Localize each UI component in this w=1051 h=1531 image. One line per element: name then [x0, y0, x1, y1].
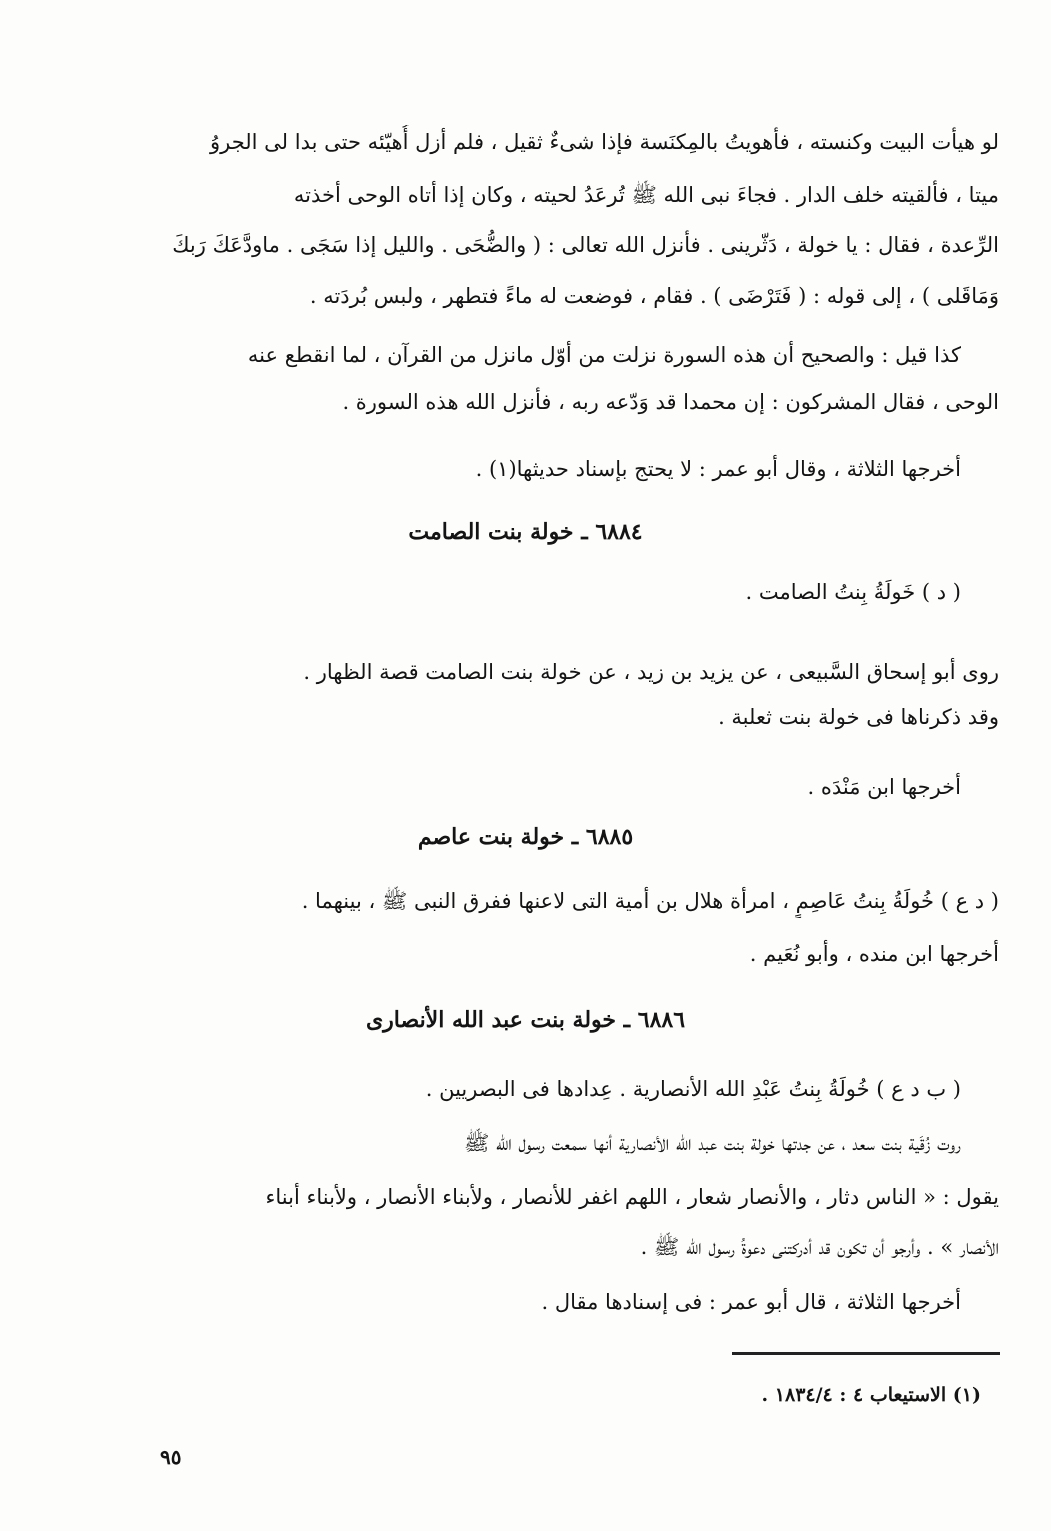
page-number: ٩٥: [160, 1445, 182, 1469]
attribution-line: أخرجها ابن منده ، وأبو نُعَيم .: [749, 942, 999, 966]
footnote: (١) الاستيعاب ٤ : ١٨٣٤/٤ .: [761, 1384, 981, 1406]
entry-name-line: ( د ) خَولَةُ بِنتُ الصامت .: [745, 580, 961, 604]
text-line: الأنصار » . وأرجو أن تكون قد أدركتنى دعوةُ رسول الله ﷺ .: [640, 1235, 999, 1259]
text-line: ميتا ، فألقيته خلف الدار . فجاءَ نبى الله ﷺ تُرعَدُ لحيته ، وكان إذا أتاه الوحى أخذته: [293, 183, 999, 207]
attribution-line: أخرجها الثلاثة ، قال أبو عمر : فى إسنادها مقال .: [541, 1290, 961, 1314]
entry-name-line: ( د ع ) خُولَةُ بِنتُ عَاصِمٍ ، امرأة هلال بن أمية التى لاعنها ففرق النبى ﷺ ، بينهما .: [301, 889, 999, 913]
text-line: وقد ذكرناها فى خولة بنت ثعلبة .: [718, 705, 999, 729]
entry-heading: ٦٨٨٤ ـ خولة بنت الصامت: [408, 519, 643, 545]
entry-heading: ٦٨٨٥ ـ خولة بنت عاصم: [417, 824, 634, 850]
text-line: روى أبو إسحاق السَّبيعى ، عن يزيد بن زيد ، عن خولة بنت الصامت قصة الظهار .: [303, 660, 999, 684]
attribution-line: أخرجها ابن مَنْدَه .: [807, 775, 961, 799]
text-line: كذا قيل : والصحيح أن هذه السورة نزلت من أوّل مانزل من القرآن ، لما انقطع عنه: [247, 343, 961, 367]
text-line: لو هيأت البيت وكنسته ، فأهويتُ بالمِكنَسة فإذا شىءٌ ثقيل ، فلم أزل أُهيّئه حتى بدا لى الجروُ: [209, 130, 999, 154]
footnote-separator: [732, 1352, 1000, 1355]
entry-name-line: ( ب د ع ) خُولَةُ بِنتُ عَبْدِ الله الأنصارية . عِدادها فى البصريين .: [425, 1077, 961, 1101]
text-line: يقول : « الناس دثار ، والأنصار شعار ، اللهم اغفر للأنصار ، ولأبناء الأنصار ، ولأبناء أبناء: [265, 1185, 999, 1209]
attribution-line: أخرجها الثلاثة ، وقال أبو عمر : لا يحتج بإسناد حديثها(١) .: [475, 457, 961, 481]
text-line: الرِّعدة ، فقال : يا خولة ، دَثّرينى . فأنزل الله تعالى : ( والضُّحَى . والليل إذا سَجَى . ماودَّعَكَ رَبكَ: [172, 233, 999, 257]
text-line: الوحى ، فقال المشركون : إن محمدا قد وَدّعه ربه ، فأنزل الله هذه السورة .: [342, 390, 999, 414]
entry-heading: ٦٨٨٦ ـ خولة بنت عبد الله الأنصارى: [365, 1007, 686, 1033]
text-line: روت زُقَية بنت سعد ، عن جدتها خولة بنت عبد الله الأنصارية أنها سمعت رسول الله ﷺ: [463, 1131, 961, 1155]
text-line: وَمَاقَلى ) ، إلى قوله : ( فَتَرْضَى ) . فقام ، فوضعت له ماءً فتطهر ، ولبس بُردَته .: [309, 284, 999, 308]
